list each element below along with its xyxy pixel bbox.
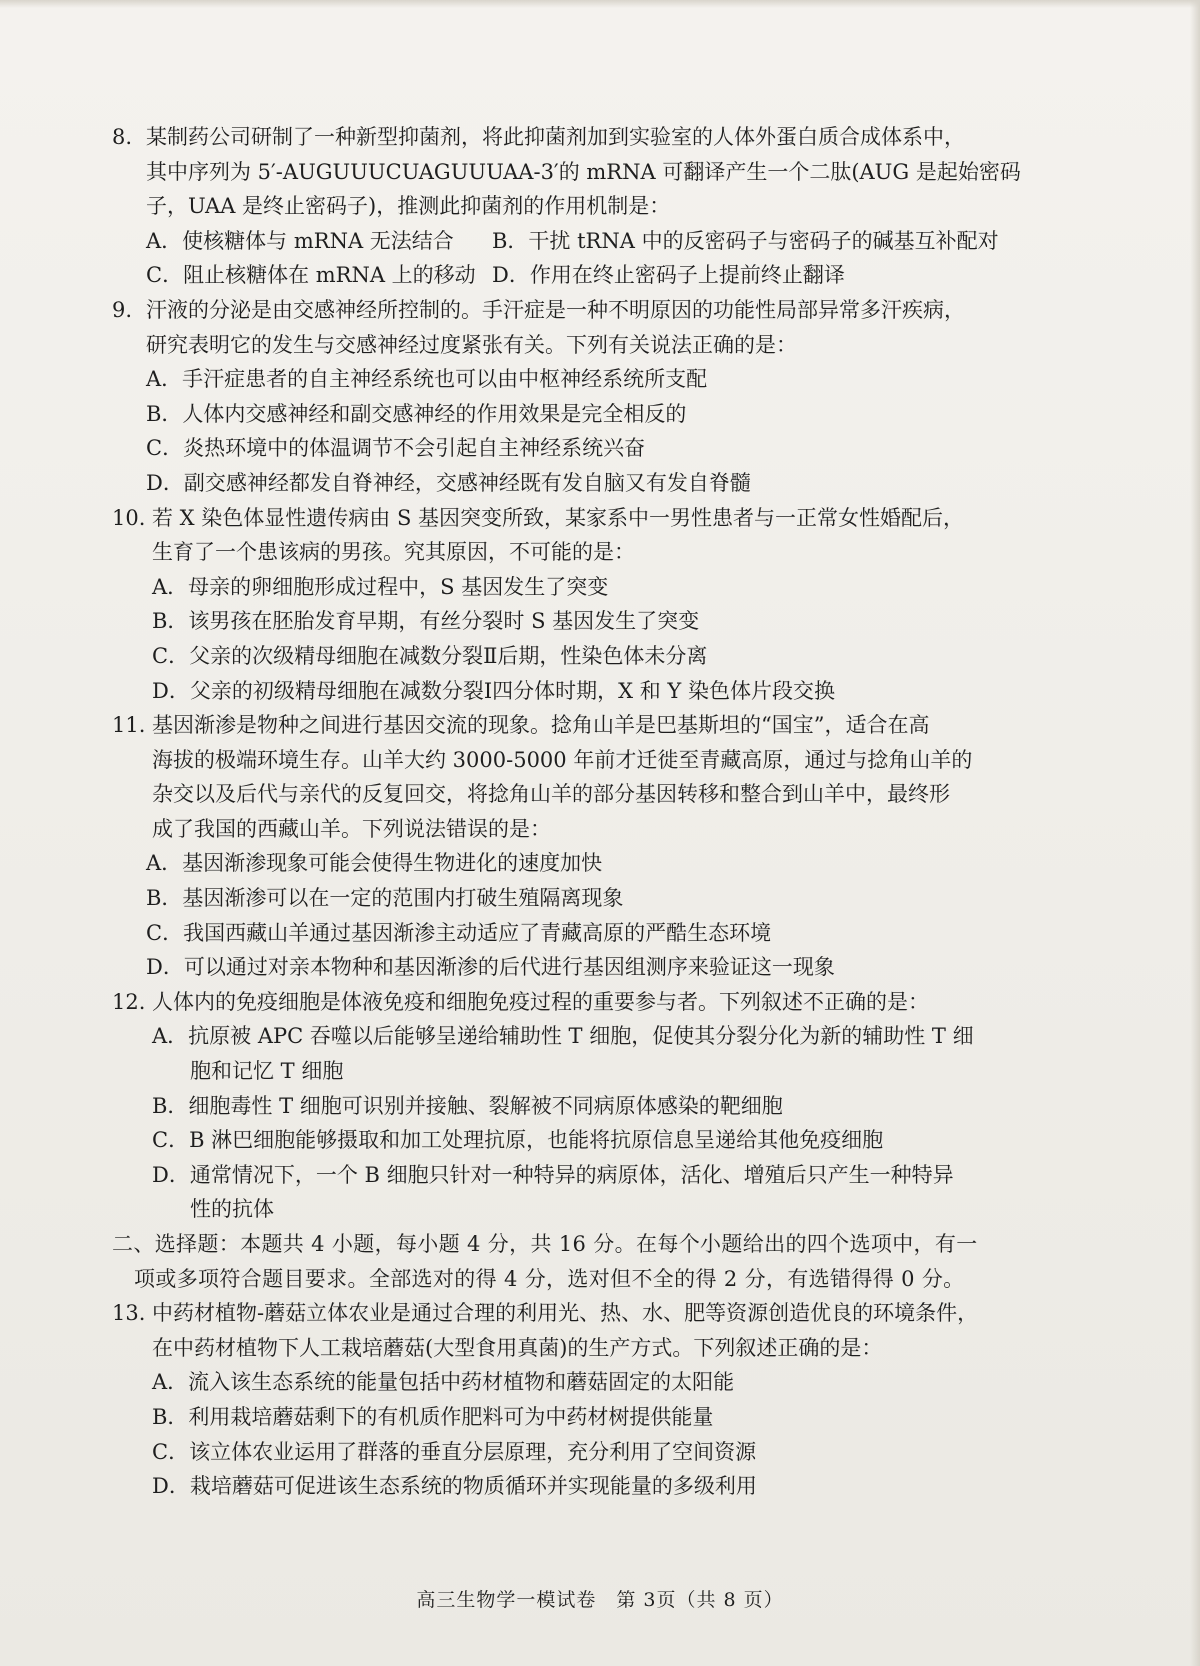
option-b: B．干扰 tRNA 中的反密码子与密码子的碱基互补配对 xyxy=(492,228,999,253)
option-a: A．基因渐渗现象可能会使得生物进化的速度加快 xyxy=(146,851,603,876)
section-heading-continued: 项或多项符合题目要求。全部选对的得 4 分，选对但不全的得 2 分，有选错得得 0 分。 xyxy=(134,1266,965,1291)
page-footer: 高三生物学一模试卷 第 3页（共 8 页） xyxy=(416,1589,784,1611)
option-a-continued: 胞和记忆 T 细胞 xyxy=(190,1059,344,1084)
option-c: C．阻止核糖体在 mRNA 上的移动 xyxy=(146,263,476,288)
option-b: B．人体内交感神经和副交感神经的作用效果是完全相反的 xyxy=(146,401,687,426)
question-stem-line: 海拔的极端环境生存。山羊大约 3000-5000 年前才迁徙至青藏高原，通过与捻角山羊的 xyxy=(152,747,973,772)
option-d: D．可以通过对亲本物种和基因渐渗的后代进行基因组测序来验证这一现象 xyxy=(146,955,835,980)
question-stem-line: 若 X 染色体显性遗传病由 S 基因突变所致，某家系中一男性患者与一正常女性婚配后， xyxy=(152,505,965,530)
option-b: B．细胞毒性 T 细胞可识别并接触、裂解被不同病原体感染的靶细胞 xyxy=(152,1093,783,1118)
question-number: 12. xyxy=(112,989,146,1014)
option-d-continued: 性的抗体 xyxy=(190,1197,274,1222)
question-9 xyxy=(112,293,1130,501)
question-stem-line: 子，UAA 是终止密码子)，推测此抑菌剂的作用机制是： xyxy=(146,194,671,219)
question-stem-line: 生育了一个患该病的男孩。究其原因，不可能的是： xyxy=(152,540,635,565)
option-row xyxy=(112,258,1130,293)
question-stem-line: 汗液的分泌是由交感神经所控制的。手汗症是一种不明原因的功能性局部异常多汗疾病， xyxy=(146,297,965,322)
option-d: D．通常情况下，一个 B 细胞只针对一种特异的病原体，活化、增殖后只产生一种特异 xyxy=(152,1162,954,1187)
question-10 xyxy=(112,501,1130,709)
option-a: A．流入该生态系统的能量包括中药材植物和蘑菇固定的太阳能 xyxy=(152,1370,735,1395)
option-b: B．该男孩在胚胎发育早期，有丝分裂时 S 基因发生了突变 xyxy=(152,609,700,634)
question-11 xyxy=(112,708,1130,985)
section-heading: 二、选择题：本题共 4 小题，每小题 4 分，共 16 分。在每个小题给出的四个选项中，有一 xyxy=(112,1232,978,1256)
option-b: B．利用栽培蘑菇剩下的有机质作肥料可为中药材树提供能量 xyxy=(152,1404,714,1429)
option-d: D．栽培蘑菇可促进该生态系统的物质循环并实现能量的多级利用 xyxy=(152,1474,757,1499)
option-d: D．副交感神经都发自脊神经，交感神经既有发自脑又有发自脊髓 xyxy=(146,470,751,495)
option-a: A．手汗症患者的自主神经系统也可以由中枢神经系统所支配 xyxy=(146,367,708,392)
question-stem-line: 人体内的免疫细胞是体液免疫和细胞免疫过程的重要参与者。下列叙述不正确的是： xyxy=(152,989,929,1014)
scan-edge-top xyxy=(0,0,1200,8)
option-row xyxy=(112,224,1130,259)
question-number: 10. xyxy=(112,505,146,530)
question-stem-line: 中药材植物-蘑菇立体农业是通过合理的利用光、热、水、肥等资源创造优良的环境条件， xyxy=(152,1301,979,1326)
scan-edge-right xyxy=(1190,0,1200,1666)
option-c: C．我国西藏山羊通过基因渐渗主动适应了青藏高原的严酷生态环境 xyxy=(146,920,772,945)
option-d: D．作用在终止密码子上提前终止翻译 xyxy=(492,263,845,288)
option-a: A．母亲的卵细胞形成过程中，S 基因发生了突变 xyxy=(152,574,609,599)
question-stem-line: 研究表明它的发生与交感神经过度紧张有关。下列有关说法正确的是： xyxy=(146,332,797,357)
option-d: D．父亲的初级精母细胞在减数分裂Ⅰ四分体时期，X 和 Y 染色体片段交换 xyxy=(152,678,835,703)
option-c: C．炎热环境中的体温调节不会引起自主神经系统兴奋 xyxy=(146,436,646,461)
question-stem-line: 某制药公司研制了一种新型抑菌剂，将此抑菌剂加到实验室的人体外蛋白质合成体系中， xyxy=(146,125,965,149)
question-stem-line: 杂交以及后代与亲代的反复回交，将捻角山羊的部分基因转移和整合到山羊中，最终形 xyxy=(152,782,950,807)
option-c: C．父亲的次级精母细胞在减数分裂Ⅱ后期，性染色体未分离 xyxy=(152,643,708,668)
question-stem-line: 其中序列为 5′-AUGUUUCUAGUUUAA-3′的 mRNA 可翻译产生一个二肽(AUG 是起始密码 xyxy=(146,159,1021,184)
option-a: A．抗原被 APC 吞噬以后能够呈递给辅助性 T 细胞，促使其分裂分化为新的辅助性 T 细 xyxy=(152,1024,974,1049)
question-stem-line: 基因渐渗是物种之间进行基因交流的现象。捻角山羊是巴基斯坦的“国宝”，适合在高 xyxy=(152,713,930,738)
option-c: C．该立体农业运用了群落的垂直分层原理，充分利用了空间资源 xyxy=(152,1439,757,1464)
question-8 xyxy=(112,120,1130,293)
option-c: C．B 淋巴细胞能够摄取和加工处理抗原，也能将抗原信息呈递给其他免疫细胞 xyxy=(152,1128,884,1153)
question-stem-line: 成了我国的西藏山羊。下列说法错误的是： xyxy=(152,816,551,841)
question-13 xyxy=(112,1296,1130,1504)
question-number: 11. xyxy=(112,713,146,738)
question-stem-line: 在中药材植物下人工栽培蘑菇(大型食用真菌)的生产方式。下列叙述正确的是： xyxy=(152,1335,883,1360)
question-number: 9. xyxy=(112,297,133,322)
question-12 xyxy=(112,985,1130,1227)
option-b: B．基因渐渗可以在一定的范围内打破生殖隔离现象 xyxy=(146,886,624,911)
exam-content xyxy=(112,120,1130,1504)
question-number: 13. xyxy=(112,1301,146,1326)
option-a: A．使核糖体与 mRNA 无法结合 xyxy=(146,228,454,253)
question-number: 8. xyxy=(112,125,133,149)
